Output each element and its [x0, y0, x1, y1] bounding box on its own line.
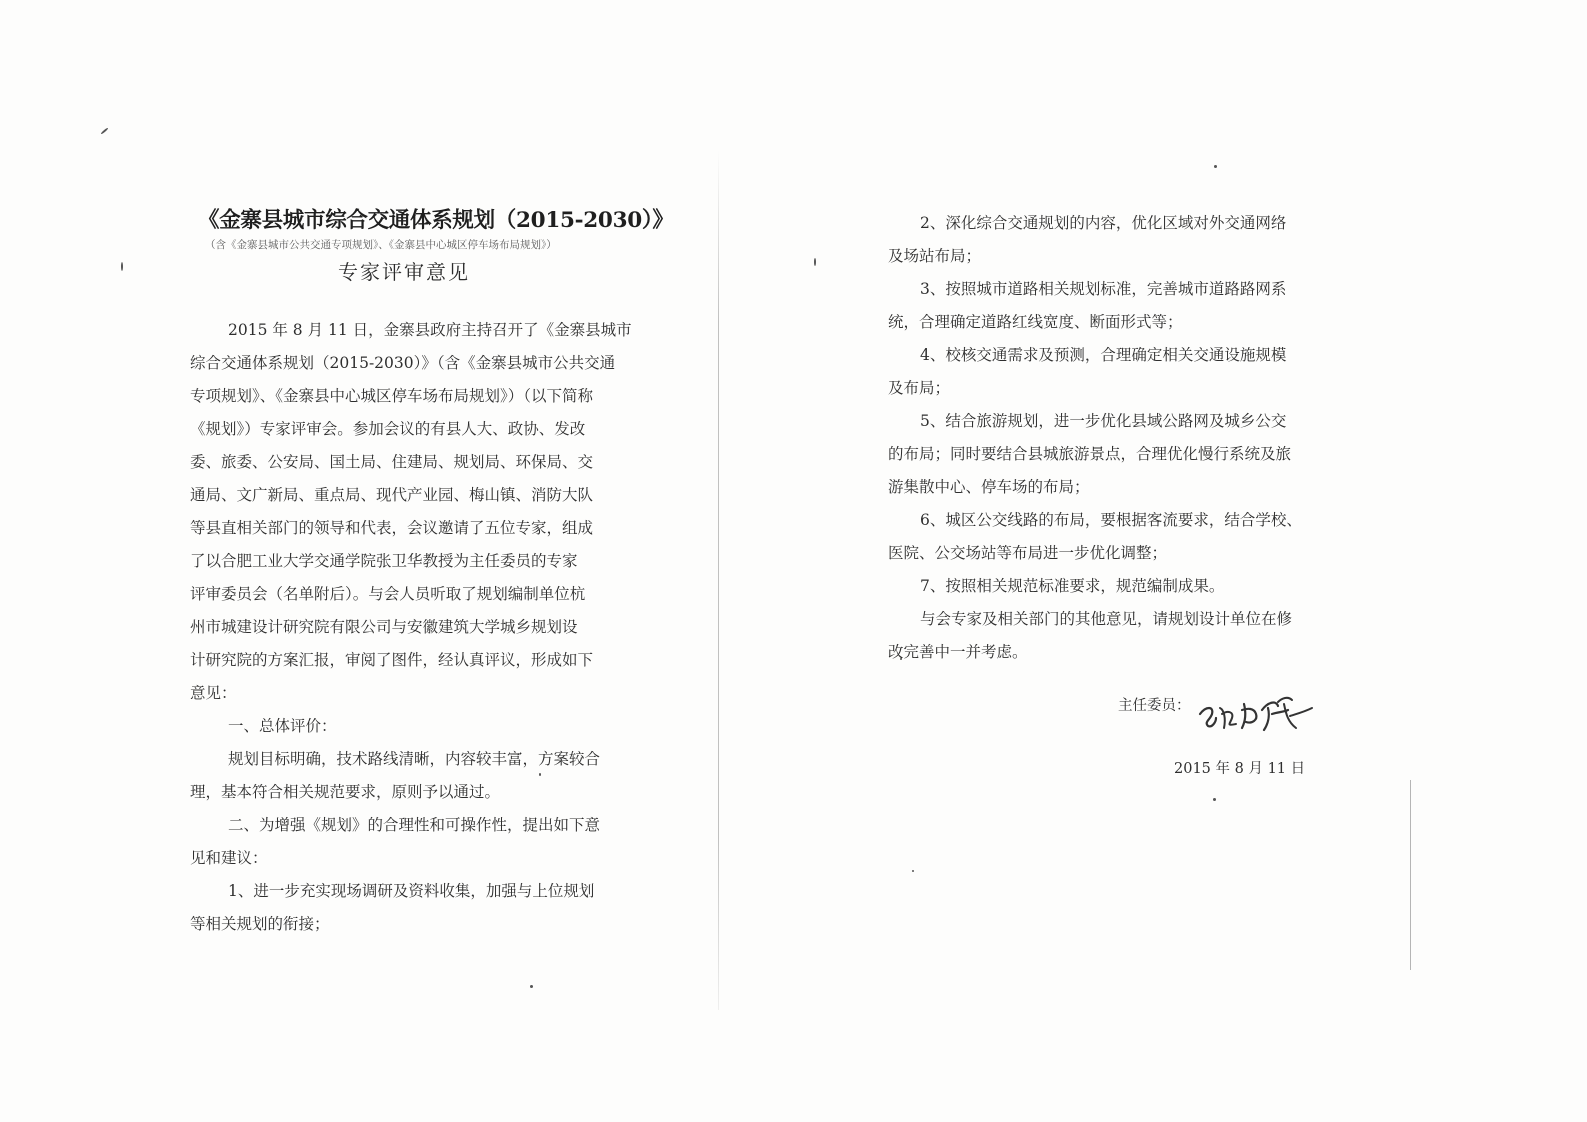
- suggestion-item: 的布局；同时要结合县城旅游景点，合理优化慢行系统及旅: [888, 445, 1292, 463]
- scan-speck: [121, 262, 123, 271]
- paragraph-line: 了以合肥工业大学交通学院张卫华教授为主任委员的专家: [190, 552, 578, 570]
- document-title: 《金寨县城市综合交通体系规划（2015-2030）》: [198, 208, 674, 233]
- suggestion-item: 医院、公交场站等布局进一步优化调整；: [888, 544, 1168, 562]
- suggestion-item: 2、深化综合交通规划的内容，优化区域对外交通网络: [920, 214, 1287, 232]
- paragraph-line: 意见：: [190, 684, 237, 702]
- suggestion-item: 1、进一步充实现场调研及资料收集，加强与上位规划: [228, 882, 595, 900]
- paragraph-line: 《规划》）专家评审会。参加会议的有县人大、政协、发改: [190, 420, 586, 438]
- paragraph-line: 等县直相关部门的领导和代表，会议邀请了五位专家，组成: [190, 519, 594, 537]
- section-line: 见和建议：: [190, 849, 268, 867]
- scan-speck: [539, 773, 541, 776]
- suggestion-item: 及场站布局；: [888, 247, 982, 265]
- document-heading: 专家评审意见: [338, 260, 470, 284]
- paragraph-line: 专项规划》、《金寨县中心城区停车场布局规划》）（以下简称: [190, 387, 594, 405]
- page-fold-line: [718, 150, 719, 1010]
- suggestion-item: 7、按照相关规范标准要求，规范编制成果。: [920, 577, 1225, 595]
- section-line: 规划目标明确，技术路线清晰，内容较丰富，方案较合: [228, 750, 601, 768]
- signature-label: 主任委员：: [1118, 698, 1191, 714]
- paragraph-line: 委、旅委、公安局、国土局、住建局、规划局、环保局、交: [190, 453, 594, 471]
- scan-speck: [814, 258, 816, 266]
- scan-edge-line: [1410, 780, 1411, 970]
- closing-line: 改完善中一并考虑。: [888, 643, 1028, 661]
- document-subtitle: （含《金寨县城市公共交通专项规划》、《金寨县中心城区停车场布局规划》）: [205, 239, 557, 251]
- closing-line: 与会专家及相关部门的其他意见，请规划设计单位在修: [920, 610, 1293, 628]
- signature-date: 2015 年 8 月 11 日: [1174, 761, 1306, 777]
- section-line: 理，基本符合相关规范要求，原则予以通过。: [190, 783, 501, 801]
- suggestion-item: 4、校核交通需求及预测，合理确定相关交通设施规模: [920, 346, 1287, 364]
- paragraph-line: 综合交通体系规划（2015-2030）》（含《金寨县城市公共交通: [190, 354, 616, 372]
- suggestion-item: 统，合理确定道路红线宽度、断面形式等；: [888, 313, 1183, 331]
- section-heading-suggestions: 二、为增强《规划》的合理性和可操作性，提出如下意: [228, 816, 601, 834]
- scan-speck: [530, 985, 533, 988]
- paragraph-line: 2015 年 8 月 11 日，金寨县政府主持召开了《金寨县城市: [228, 321, 632, 339]
- suggestion-item: 5、结合旅游规划，进一步优化县域公路网及城乡公交: [920, 412, 1287, 430]
- paragraph-line: 通局、文广新局、重点局、现代产业园、梅山镇、消防大队: [190, 486, 594, 504]
- suggestion-item: 游集散中心、停车场的布局；: [888, 478, 1090, 496]
- paragraph-line: 州市城建设计研究院有限公司与安徽建筑大学城乡规划设: [190, 618, 578, 636]
- scan-speck: [1213, 798, 1216, 801]
- handwritten-signature: [1196, 688, 1316, 736]
- suggestion-item: 等相关规划的衔接；: [190, 915, 330, 933]
- suggestion-item: 3、按照城市道路相关规划标准，完善城市道路路网系: [920, 280, 1287, 298]
- scan-speck: [1214, 165, 1217, 168]
- paragraph-line: 计研究院的方案汇报，审阅了图件，经认真评议，形成如下: [190, 651, 594, 669]
- paragraph-line: 评审委员会（名单附后）。与会人员听取了规划编制单位杭: [190, 585, 586, 603]
- section-heading-overall: 一、总体评价：: [228, 717, 337, 735]
- scan-speck: [912, 870, 914, 872]
- suggestion-item: 6、城区公交线路的布局，要根据客流要求，结合学校、: [920, 511, 1302, 529]
- suggestion-item: 及布局；: [888, 379, 951, 397]
